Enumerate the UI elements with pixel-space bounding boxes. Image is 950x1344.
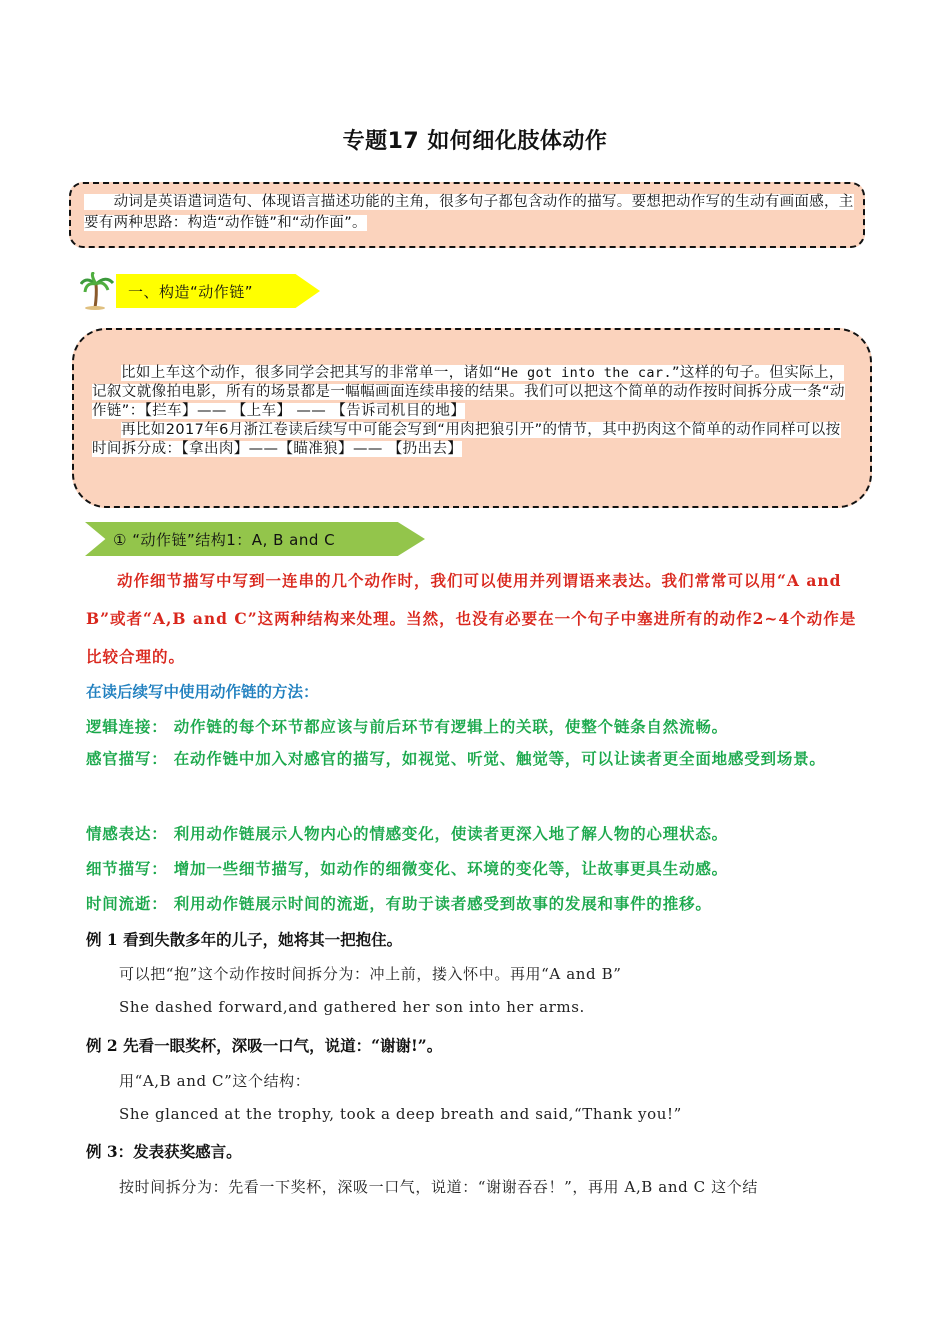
- method-heading: 在读后续写中使用动作链的方法：: [86, 682, 319, 701]
- example-line: She dashed forward,and gathered her son into her arms.: [119, 998, 585, 1016]
- example-line: 用“A,B and C”这个结构：: [119, 1072, 311, 1090]
- method-item: 细节描写： 增加一些细节描写，如动作的细微变化、环境的变化等，让故事更具生动感。: [86, 859, 728, 878]
- method-item: 情感表达： 利用动作链展示人物内心的情感变化，使读者更深入地了解人物的心理状态。: [86, 824, 728, 843]
- example-line: 可以把“抱”这个动作按时间拆分为：冲上前，搂入怀中。再用“A and B”: [119, 965, 622, 983]
- method-item: 逻辑连接： 动作链的每个环节都应该与前后环节有逻辑上的关联，使整个链条自然流畅。: [86, 717, 728, 736]
- example-heading: 例 3：发表获奖感言。: [86, 1142, 242, 1161]
- example-line: She glanced at the trophy, took a deep breath and said,“Thank you!”: [119, 1105, 682, 1123]
- page-title: 专题17 如何细化肢体动作: [342, 129, 608, 154]
- intro-text: 动词是英语遣词造句、体现语言描述功能的主角，很多句子都包含动作的描写。要想把动作写的生动有画面感，主要有两种思路：构造“动作链”和“动作面”。: [84, 194, 854, 231]
- section-label: 一、构造“动作链”: [128, 283, 254, 301]
- method-item: 感官描写： 在动作链中加入对感官的描写，如视觉、听觉、触觉等，可以让读者更全面地感受到场景。: [86, 749, 826, 768]
- example-heading: 例 1 看到失散多年的儿子，她将其一把抱住。: [86, 930, 403, 949]
- subsection-label: ① “动作链”结构1：A, B and C: [113, 531, 336, 549]
- red-paragraph: 动作细节描写中写到一连串的几个动作时，我们可以使用并列谓语来表达。我们常常可以用“A and B”或者“A,B and C”这两种结构来处理。当然，也没有必要在一个句子中塞进所有的动作2~4个动作是比较合理的。: [86, 571, 857, 666]
- box-paragraph-1: 比如上车这个动作，很多同学会把其写的非常单一，诸如“He got into the car.”这样的句子。但实际上，记叙文就像拍电影，所有的场景都是一幅幅画面连续串接的结果。我们可以把这个简单的动作按时间拆分成一条“动作链”：【拦车】—— 【上车】 —— 【告诉司机目的地】: [92, 365, 845, 419]
- method-item: 时间流逝： 利用动作链展示时间的流逝，有助于读者感受到故事的发展和事件的推移。: [86, 894, 712, 913]
- palm-tree-icon: [80, 272, 114, 310]
- example-line: 按时间拆分为：先看一下奖杯，深吸一口气，说道：“谢谢吞吞！”，再用 A,B and C 这个结: [119, 1178, 758, 1196]
- example-heading: 例 2 先看一眼奖杯，深吸一口气，说道：“谢谢!”。: [86, 1036, 443, 1055]
- box-paragraph-2: 再比如2017年6月浙江卷读后续写中可能会写到“用肉把狼引开”的情节，其中扔肉这个简单的动作同样可以按时间拆分成：【拿出肉】——【瞄准狼】—— 【扔出去】: [92, 422, 841, 457]
- example-box-text: [92, 364, 854, 459]
